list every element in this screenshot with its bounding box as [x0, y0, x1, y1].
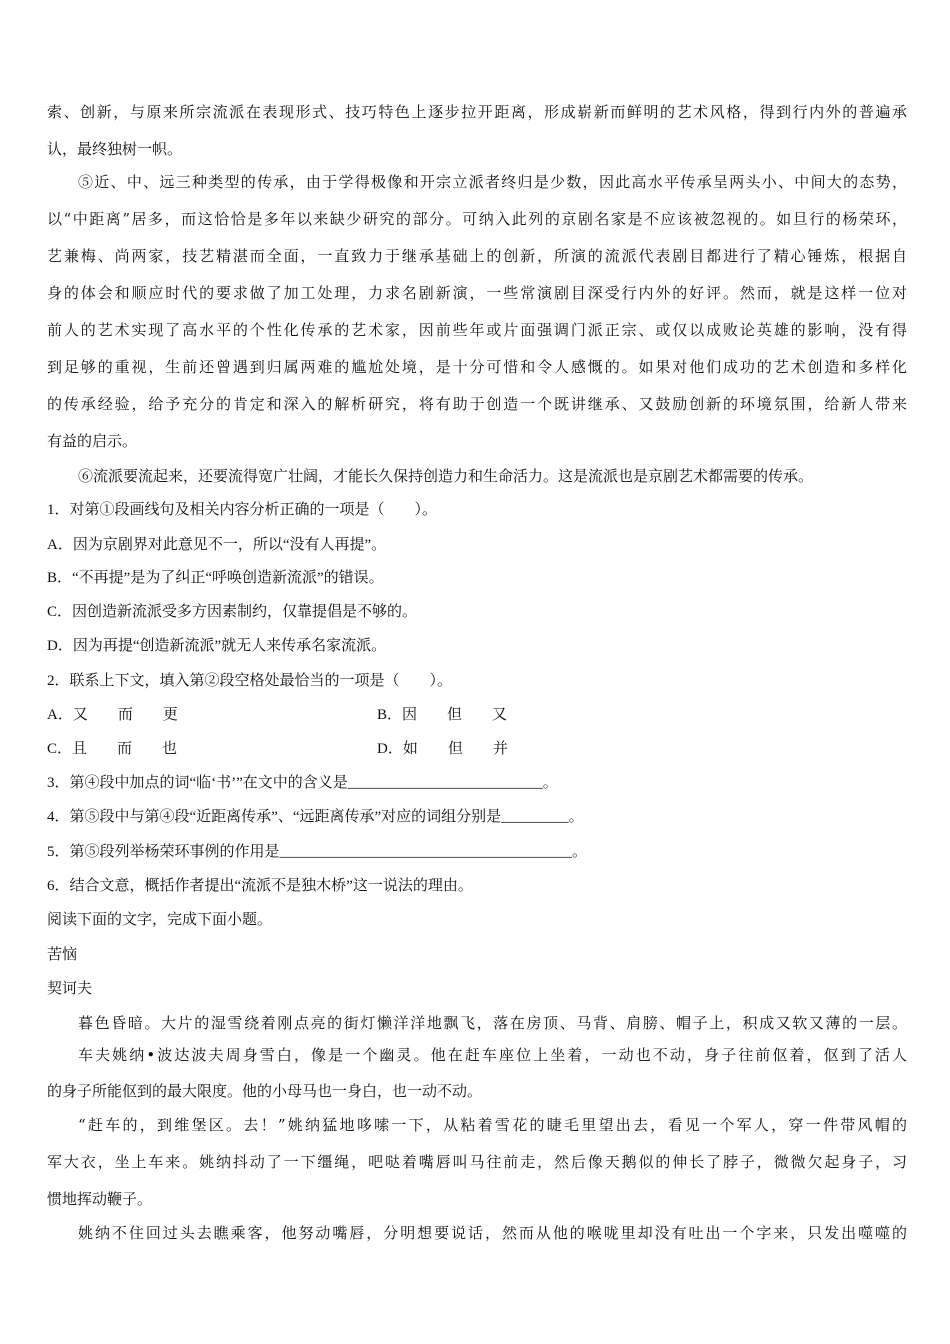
question-1-option-c: C．因创造新流派受多方因素制约，仅靠提倡是不够的。 [47, 604, 418, 620]
story-author: 契诃夫 [47, 979, 93, 997]
question-2-option-c: C．且 而 也 [47, 741, 178, 757]
passage-line: 以“中距离”居多，而这恰恰是多年以来缺少研究的部分。可纳入此列的京剧名家是不应该被忽视的。如旦行的杨荣环， [47, 210, 907, 228]
passage-line: 认，最终独树一帜。 [47, 140, 183, 158]
story-paragraph-1: 暮色昏暗。大片的湿雪绕着刚点亮的街灯懒洋洋地飘飞，落在房顶、马背、肩膀、帽子上，积成又软又薄的一层。 [78, 1014, 907, 1032]
passage-line: 到足够的重视，生前还曾遇到归属两难的尴尬处境，是十分可惜和令人感慨的。如果对他们成功的艺术创造和多样化 [47, 358, 907, 376]
question-1-option-b: B．“不再提”是为了纠正“呼唤创造新流派”的错误。 [47, 570, 384, 586]
question-1-stem: 1．对第①段画线句及相关内容分析正确的一项是（ ）。 [47, 502, 438, 518]
reading-instruction: 阅读下面的文字，完成下面小题。 [47, 912, 273, 928]
question-2-option-d: D．如 但 并 [377, 741, 508, 757]
story-line: 军大衣，坐上车来。姚纳抖动了一下缰绳，吧哒着嘴唇叫马往前走，然后像天鹅似的伸长了脖子，微微欠起身子，习 [47, 1153, 907, 1171]
passage-line: 前人的艺术实现了高水平的个性化传承的艺术家，因前些年或片面强调门派正宗、或仅以成败论英雄的影响，没有得 [47, 321, 907, 339]
question-6: 6．结合文意，概括作者提出“流派不是独木桥”这一说法的理由。 [47, 878, 473, 894]
story-paragraph-4-start: 姚纳不住回过头去瞧乘客，他努动嘴唇，分明想要说话，然而从他的喉咙里却没有吐出一个字来，只发出噬噬的 [78, 1224, 907, 1242]
question-2-stem: 2．联系上下文，填入第②段空格处最恰当的一项是（ ）。 [47, 673, 453, 689]
story-line: 惯地挥动鞭子。 [47, 1190, 153, 1208]
question-2-option-b: B．因 但 又 [377, 707, 508, 723]
question-1-option-a: A．因为京剧界对此意见不一，所以“没有人再提”。 [47, 537, 387, 553]
question-2-options-row-2 [47, 739, 907, 759]
story-line: 的身子所能伛到的最大限度。他的小母马也一身白，也一动不动。 [47, 1082, 483, 1100]
paragraph-5-start: ⑤近、中、远三种类型的传承，由于学得极像和开宗立派者终归是少数，因此高水平传承呈两头小、中间大的态势， [78, 173, 907, 191]
question-5: 5．第⑤段列举杨荣环事例的作用是_______________________________________。 [47, 844, 588, 860]
paragraph-6: ⑥流派要流起来，还要流得宽广壮阔，才能长久保持创造力和生命活力。这是流派也是京剧艺术都需要的传承。 [78, 467, 814, 485]
story-paragraph-3-start: “赶车的，到维堡区。去！”姚纳猛地哆嗦一下，从粘着雪花的睫毛里望出去，看见一个军人，穿一件带风帽的 [78, 1116, 907, 1134]
passage-line: 有益的启示。 [47, 432, 138, 450]
story-paragraph-2-start: 车夫姚纳•波达波夫周身雪白，像是一个幽灵。他在赶车座位上坐着，一动也不动，身子往前伛着，伛到了活人 [78, 1046, 907, 1064]
question-4: 4．第⑤段中与第④段“近距离传承”、“远距离传承”对应的词组分别是_________。 [47, 809, 584, 825]
question-1-option-d: D．因为再提“创造新流派”就无人来传承名家流派。 [47, 638, 387, 654]
question-2-options-row-1 [47, 705, 907, 725]
passage-line: 索、创新，与原来所宗流派在表现形式、技巧特色上逐步拉开距离，形成崭新而鲜明的艺术风格，得到行内外的普遍承 [47, 103, 907, 121]
passage-line: 艺兼梅、尚两家，技艺精湛而全面，一直致力于继承基础上的创新，所演的流派代表剧目都进行了精心锤炼，根据自 [47, 247, 907, 265]
passage-line: 的传承经验，给予充分的肯定和深入的解析研究，将有助于创造一个既讲继承、又鼓励创新的环境氛围，给新人带来 [47, 395, 907, 413]
story-title: 苦恼 [47, 945, 78, 963]
passage-line: 身的体会和顺应时代的要求做了加工处理，力求名剧新演，一些常演剧目深受行内外的好评。然而，就是这样一位对 [47, 284, 907, 302]
question-3: 3．第④段中加点的词“临‘书’”在文中的含义是__________________________。 [47, 775, 558, 791]
question-2-option-a: A．又 而 更 [47, 707, 178, 723]
